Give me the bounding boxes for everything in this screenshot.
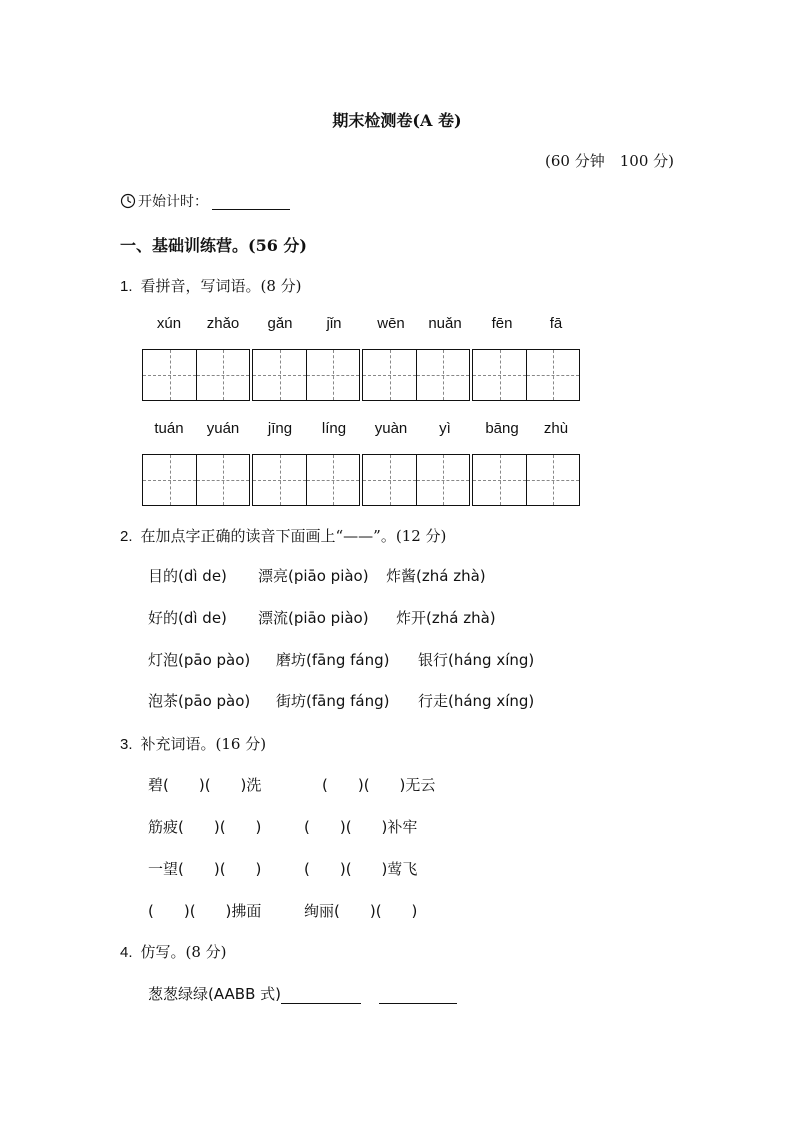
pinyin: nuǎn — [428, 315, 462, 332]
pinyin: tuán — [154, 420, 184, 437]
pinyin: líng — [321, 420, 347, 437]
pinyin: gǎn — [267, 315, 293, 332]
reading-item[interactable]: 漂亮(piāo piào) — [258, 567, 369, 585]
pinyin: yuàn — [374, 420, 408, 437]
writing-box-5[interactable] — [142, 454, 250, 506]
reading-item[interactable]: 行走(háng xíng) — [418, 692, 535, 710]
idiom-item[interactable]: ( )( )补牢 — [304, 818, 418, 836]
writing-box-3[interactable] — [362, 349, 470, 401]
pinyin: fā — [549, 315, 563, 332]
question-4 — [120, 941, 227, 962]
pinyin: zhǎo — [206, 315, 240, 332]
idiom-line-4 — [148, 900, 417, 921]
reading-line-3 — [148, 649, 534, 670]
answer-blank-1[interactable] — [281, 987, 361, 1004]
pinyin: jīng — [267, 420, 293, 437]
question-2 — [120, 525, 446, 546]
idiom-item[interactable]: ( )( )拂面 — [148, 902, 262, 920]
reading-item[interactable]: 磨坊(fāng fáng) — [276, 651, 390, 669]
pinyin-row-1 — [142, 315, 583, 332]
question-number: 1. — [120, 278, 133, 295]
idiom-item[interactable]: 一望( )( ) — [148, 860, 262, 878]
reading-item[interactable]: 目的(dì de) — [148, 567, 227, 585]
idiom-line-2 — [148, 816, 417, 837]
clock-icon — [120, 193, 136, 209]
pinyin: xún — [156, 315, 182, 332]
timer-row — [120, 191, 290, 211]
reading-item[interactable]: 泡茶(pāo pào) — [148, 692, 251, 710]
reading-item[interactable]: 炸酱(zhá zhà) — [386, 567, 486, 585]
section-title: 一、基础训练营。(56 分) — [120, 236, 307, 255]
timer-blank[interactable] — [212, 193, 290, 210]
writing-box-1[interactable] — [142, 349, 250, 401]
idiom-item[interactable]: ( )( )莺飞 — [304, 860, 418, 878]
question-text: 仿写。(8 分) — [140, 943, 227, 961]
writing-box-2[interactable] — [252, 349, 360, 401]
question-3 — [120, 733, 266, 754]
page-title: 期末检测卷(A 卷) — [332, 111, 462, 130]
answer-blank-2[interactable] — [379, 987, 457, 1004]
pinyin: wēn — [377, 315, 405, 332]
pinyin: bāng — [485, 420, 519, 437]
idiom-item[interactable]: 绚丽( )( ) — [304, 902, 418, 920]
reading-item[interactable]: 银行(háng xíng) — [418, 651, 535, 669]
writing-box-8[interactable] — [472, 454, 580, 506]
reading-item[interactable]: 炸开(zhá zhà) — [396, 609, 496, 627]
question-number: 3. — [120, 736, 133, 753]
writing-box-4[interactable] — [472, 349, 580, 401]
pinyin: jǐn — [326, 315, 342, 332]
reading-line-1 — [148, 565, 486, 586]
idiom-line-3 — [148, 858, 417, 879]
pinyin: yuán — [206, 420, 240, 437]
exam-duration: (60 分钟 100 分) — [545, 152, 674, 170]
reading-item[interactable]: 灯泡(pāo pào) — [148, 651, 251, 669]
reading-item[interactable]: 漂流(piāo piào) — [258, 609, 369, 627]
reading-line-4 — [148, 690, 534, 711]
question-text: 补充词语。(16 分) — [140, 735, 267, 753]
pinyin: yì — [439, 420, 451, 437]
idiom-item[interactable]: ( )( )无云 — [322, 776, 436, 794]
question-text: 看拼音，写词语。(8 分) — [140, 277, 302, 295]
question-number: 4. — [120, 944, 133, 961]
timer-label: 开始计时： — [138, 194, 208, 210]
question-text: 在加点字正确的读音下面画上“——”。(12 分) — [140, 527, 447, 545]
writing-box-6[interactable] — [252, 454, 360, 506]
idiom-line-1 — [148, 774, 435, 795]
idiom-item[interactable]: 筋疲( )( ) — [148, 818, 262, 836]
idiom-item[interactable]: 碧( )( )洗 — [148, 776, 262, 794]
reading-item[interactable]: 好的(dì de) — [148, 609, 227, 627]
question-number: 2. — [120, 528, 133, 545]
reading-item[interactable]: 街坊(fāng fáng) — [276, 692, 390, 710]
reading-line-2 — [148, 607, 496, 628]
imitation-example: 葱葱绿绿(AABB 式) — [148, 985, 281, 1003]
writing-box-7[interactable] — [362, 454, 470, 506]
imitation-line — [148, 983, 457, 1004]
pinyin: zhù — [543, 420, 569, 437]
pinyin-row-2 — [142, 420, 583, 437]
pinyin: fēn — [491, 315, 513, 332]
question-1 — [120, 275, 302, 296]
